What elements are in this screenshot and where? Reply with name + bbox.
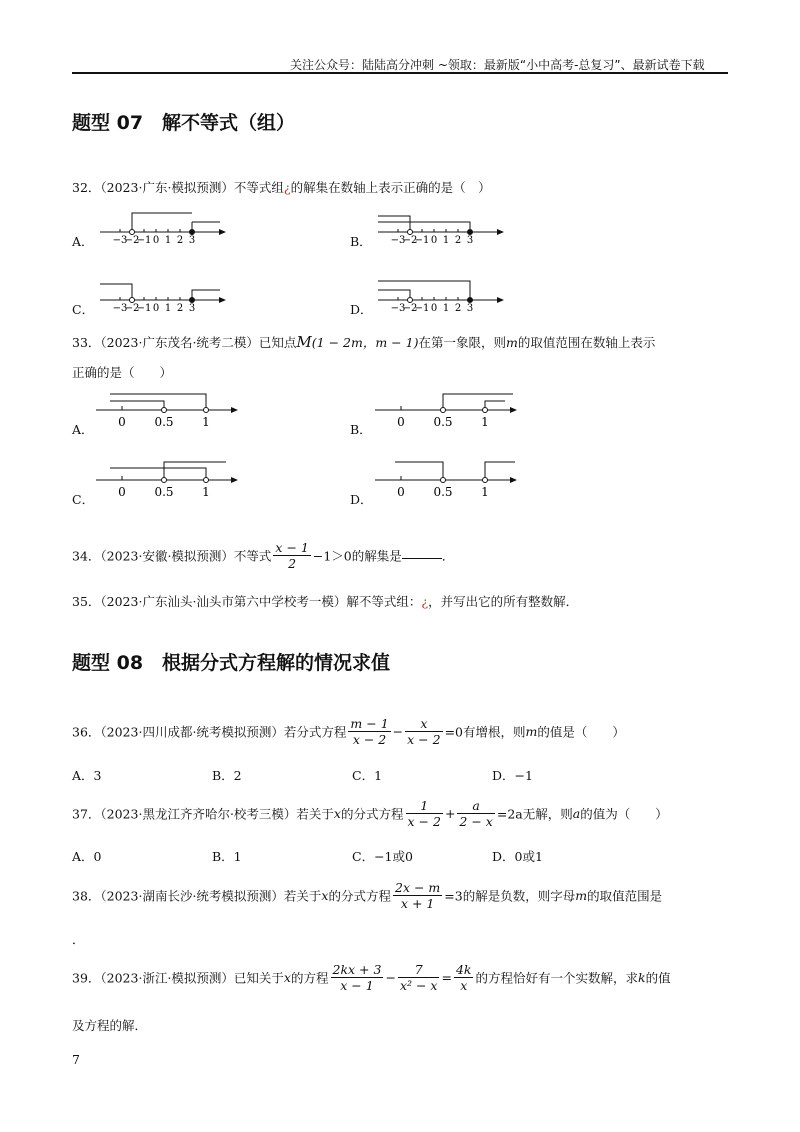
- tick-label: 3: [188, 235, 196, 246]
- tick-label: 0: [430, 235, 438, 246]
- q36-f1-den: x − 2: [352, 732, 387, 747]
- q33-coords: (1 − 2m，m − 1): [311, 335, 419, 350]
- question-32: [72, 178, 491, 196]
- q39-fraction-3: [454, 962, 474, 993]
- q38-var2: m: [575, 888, 588, 903]
- q36-option-a[interactable]: A．3: [72, 768, 102, 783]
- q34-frac-den: 2: [288, 556, 297, 571]
- q39-f1-num: 2kx + 3: [332, 962, 382, 977]
- tick-label: 1: [481, 485, 489, 499]
- q36-option-b[interactable]: B．2: [212, 768, 242, 783]
- q39-line2: 及方程的解．: [72, 1018, 148, 1033]
- q33-option-d-label[interactable]: D．: [350, 492, 373, 507]
- q32-option-d-label[interactable]: D．: [350, 302, 373, 317]
- q38-line2: ．: [72, 932, 85, 947]
- q36-minus: −: [392, 724, 404, 739]
- tick-label: −1: [136, 303, 152, 314]
- tick-label: 3: [466, 303, 474, 314]
- tick-label: −3: [390, 303, 406, 314]
- tick-label: −3: [390, 235, 406, 246]
- question-37: [72, 798, 668, 829]
- q33-stem-c: 的取值范围在数轴上表示: [517, 335, 656, 350]
- q36-f1-num: m − 1: [350, 716, 389, 731]
- question-38: [72, 880, 662, 911]
- q37-option-d[interactable]: D．0或1: [492, 849, 543, 864]
- q37-option-b[interactable]: B．1: [212, 849, 242, 864]
- q39-f3-num: 4k: [455, 962, 472, 977]
- q33-option-a-label[interactable]: A．: [72, 422, 94, 437]
- tick-label: 0.5: [433, 415, 453, 429]
- q32-option-a-label[interactable]: A．: [72, 234, 94, 249]
- q38-f-num: 2x − m: [395, 880, 441, 895]
- q38-mid: 的分式方程: [328, 888, 391, 904]
- tick-label: 2: [176, 235, 184, 246]
- q37-f2-num: a: [457, 798, 494, 814]
- section-title-08: 题型 08 根据分式方程解的情况求值: [72, 652, 391, 674]
- page-number: 7: [72, 1052, 80, 1067]
- q35-mark: ¿: [421, 594, 429, 609]
- q38-eq: =3的解是负数，则字母: [444, 888, 576, 904]
- q37-stem: 37．（2023·黑龙江齐齐哈尔·校考三模）若关于: [72, 806, 334, 822]
- section-title-07: 题型 07 解不等式（组）: [72, 112, 296, 134]
- page-header: 关注公众号：陆陆高分冲刺 ~领取：最新版“小中高考-总复习”、最新试卷下载: [290, 58, 705, 72]
- tick-label: 0: [397, 415, 405, 429]
- q37-plus: +: [444, 806, 456, 821]
- q39-eq: =: [441, 970, 452, 985]
- q34-fraction: [273, 540, 310, 571]
- q39-var2: k: [638, 970, 646, 985]
- q37-eq: =2a无解，则: [496, 806, 573, 822]
- q33-option-c-label[interactable]: C．: [72, 492, 95, 507]
- q33-option-b-label[interactable]: B．: [350, 422, 372, 437]
- q36-option-d[interactable]: D．−1: [492, 768, 533, 783]
- q35-stem: 35．（2023·广东汕头·汕头市第六中学校考一模）解不等式组：: [72, 594, 422, 609]
- q39-end: 的方程恰好有一个实数解，求: [475, 970, 638, 986]
- q39-end2: 的值: [645, 970, 671, 986]
- tick-label: 2: [454, 235, 462, 246]
- q36-option-c[interactable]: C．1: [352, 768, 383, 783]
- q39-mid: 的方程: [290, 970, 329, 986]
- q39-stem: 39．（2023·浙江·模拟预测）已知关于: [72, 970, 284, 986]
- q32-stem: 32．（2023·广东·模拟预测）不等式组: [72, 180, 284, 195]
- q34-answer-blank[interactable]: [402, 548, 442, 559]
- tick-label: −2: [124, 235, 140, 246]
- question-34: [72, 540, 454, 571]
- tick-label: 0: [430, 303, 438, 314]
- q39-fraction-2: [398, 962, 440, 993]
- tick-label: −2: [402, 235, 418, 246]
- q36-end: 的值是（ ）: [537, 724, 625, 740]
- tick-label: −1: [136, 235, 152, 246]
- q36-f2-num: x: [405, 716, 442, 732]
- question-33: [72, 333, 655, 351]
- q39-f1-den: x − 1: [340, 978, 374, 993]
- tick-label: −3: [112, 303, 128, 314]
- q38-var: x: [321, 888, 329, 903]
- tick-label: 1: [164, 303, 172, 314]
- tick-label: −3: [112, 235, 128, 246]
- q37-fraction-2: [457, 798, 494, 829]
- q33-numberline-d: [375, 456, 520, 506]
- q37-mid: 的分式方程: [340, 806, 404, 822]
- q37-option-a[interactable]: A．0: [72, 849, 102, 864]
- tick-label: 0: [397, 485, 405, 499]
- tick-label: 2: [454, 303, 462, 314]
- q36-fraction-1: [348, 716, 390, 747]
- q36-f2-den: x − 2: [407, 732, 441, 747]
- q37-var2: a: [572, 806, 581, 821]
- tick-label: 0: [152, 303, 160, 314]
- q38-f-den: x + 1: [400, 896, 435, 911]
- q39-f2-num: 7: [398, 962, 440, 978]
- tick-label: −2: [402, 303, 418, 314]
- question-35: [72, 592, 578, 610]
- q32-stem-end: 的解集在数轴上表示正确的是（ ）: [290, 180, 491, 195]
- q37-fraction-1: [406, 798, 443, 829]
- tick-label: 1: [202, 485, 210, 499]
- q39-f3-den: x: [460, 978, 468, 993]
- q32-numberline-a: [100, 208, 230, 248]
- q34-end: ．: [441, 548, 455, 564]
- q32-option-c-label[interactable]: C．: [72, 302, 95, 317]
- q38-fraction: [393, 880, 442, 911]
- q38-end: 的取值范围是: [587, 888, 663, 904]
- tick-label: −2: [124, 303, 140, 314]
- q39-fraction-1: [331, 962, 384, 993]
- q34-frac-num: x − 1: [275, 540, 309, 555]
- q37-var: x: [333, 806, 341, 821]
- tick-label: 0: [118, 415, 126, 429]
- tick-label: 0.5: [154, 485, 174, 499]
- q32-numberline-c: [100, 276, 230, 316]
- q39-f2-den: x² − x: [399, 978, 438, 993]
- q33-stem-b: 在第一象限，则: [418, 335, 506, 350]
- q34-rest: −1＞0的解集是: [312, 548, 402, 564]
- tick-label: 1: [481, 415, 489, 429]
- q35-end: ，并写出它的所有整数解．: [428, 594, 579, 609]
- tick-label: 0: [152, 235, 160, 246]
- q33-numberline-a: [96, 386, 241, 436]
- tick-label: 0.5: [154, 415, 174, 429]
- q33-var: m: [505, 335, 518, 350]
- q39-var: x: [283, 970, 291, 985]
- q36-fraction-2: [405, 716, 442, 747]
- q36-eq: =0有增根，则: [444, 724, 526, 740]
- q32-option-b-label[interactable]: B．: [350, 234, 372, 249]
- q33-stem-a: 33．（2023·广东茂名·统考二模）已知点: [72, 335, 297, 350]
- q38-stem: 38．（2023·湖南长沙·统考模拟预测）若关于: [72, 888, 322, 904]
- q32-mark: ¿: [283, 180, 291, 195]
- q36-var: m: [525, 724, 538, 739]
- tick-label: −1: [414, 235, 430, 246]
- q34-stem: 34．（2023·安徽·模拟预测）不等式: [72, 548, 272, 564]
- q32-numberline-b: [378, 208, 508, 248]
- tick-label: 3: [466, 235, 474, 246]
- tick-label: 3: [188, 303, 196, 314]
- tick-label: 1: [164, 235, 172, 246]
- q37-f2-den: 2 − x: [459, 814, 493, 829]
- q33-line2: 正确的是（ ）: [72, 365, 173, 380]
- q37-option-c[interactable]: C．−1或0: [352, 849, 413, 864]
- header-rule: [72, 72, 728, 74]
- q32-numberline-d: [378, 276, 508, 316]
- q36-stem: 36．（2023·四川成都·统考模拟预测）若分式方程: [72, 724, 347, 740]
- q37-end: 的值为（ ）: [580, 806, 668, 822]
- q39-minus: −: [385, 970, 396, 985]
- q37-f1-den: x − 2: [407, 814, 441, 829]
- q33-numberline-c: [96, 456, 241, 506]
- tick-label: 0.5: [433, 485, 453, 499]
- q33-point: M: [296, 333, 312, 351]
- tick-label: 2: [176, 303, 184, 314]
- q33-numberline-b: [375, 386, 520, 436]
- q37-f1-num: 1: [406, 798, 443, 814]
- tick-label: −1: [414, 303, 430, 314]
- question-36: [72, 716, 625, 747]
- tick-label: 1: [442, 235, 450, 246]
- question-39: [72, 962, 671, 993]
- tick-label: 1: [202, 415, 210, 429]
- tick-label: 1: [442, 303, 450, 314]
- tick-label: 0: [118, 485, 126, 499]
